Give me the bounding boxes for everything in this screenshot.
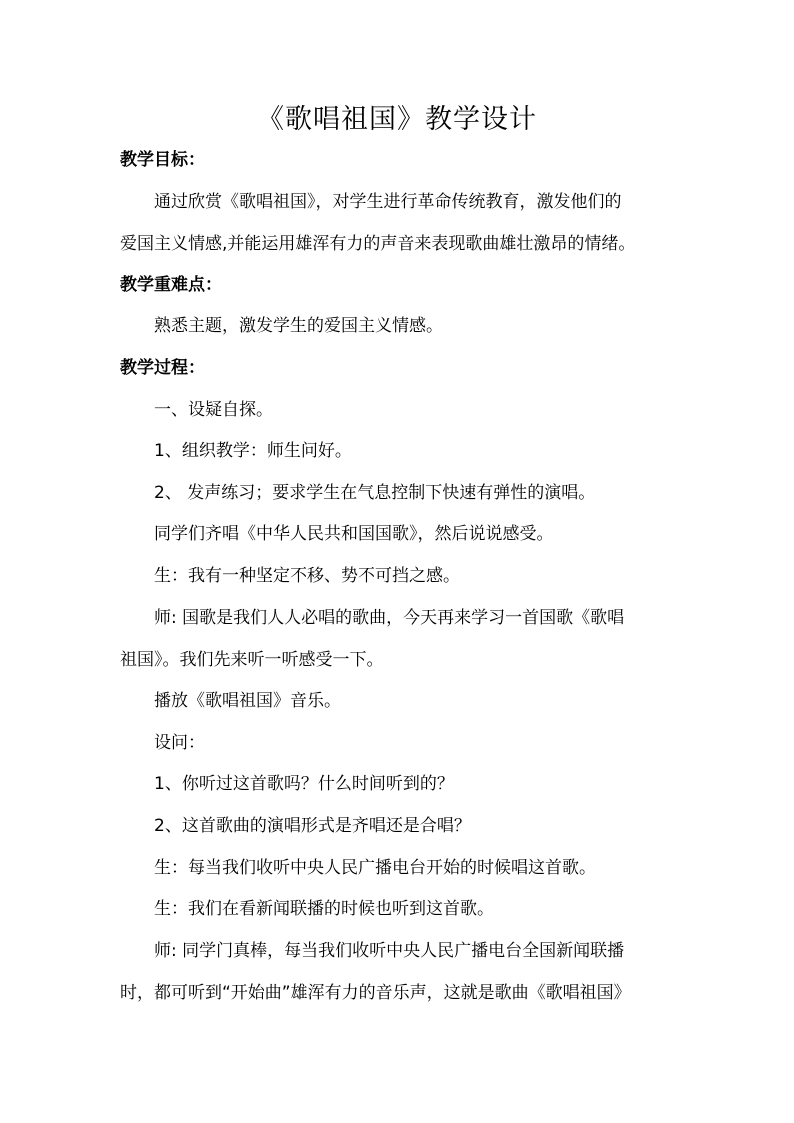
paragraph-line: 爱国主义情感,并能运用雄浑有力的声音来表现歌曲雄壮激昂的情绪。 [120,234,636,254]
paragraph-line: 师: 国歌是我们人人必唱的歌曲，今天再来学习一首国歌《歌唱 [154,608,625,628]
paragraph-line: 祖国》。我们先来听一听感受一下。 [120,650,384,670]
paragraph-line: 通过欣赏《歌唱祖国》，对学生进行革命传统教育，激发他们的 [154,192,622,212]
paragraph-line: 生：每当我们收听中央人民广播电台开始的时候唱这首歌。 [154,858,596,878]
paragraph-line: 时，都可听到“开始曲”雄浑有力的音乐声，这就是歌曲《歌唱祖国》 [120,983,631,1003]
paragraph-line: 2、这首歌曲的演唱形式是齐唱还是合唱？ [154,816,471,836]
paragraph-line: 师: 同学门真棒，每当我们收听中央人民广播电台全国新闻联播 [154,941,625,961]
section-heading-objectives: 教学目标： [120,150,205,170]
section-heading-process: 教学过程： [120,358,205,378]
document-title: 《歌唱祖国》教学设计 [257,104,537,135]
paragraph-line: 2、 发声练习；要求学生在气息控制下快速有弹性的演唱。 [154,483,596,503]
paragraph-line: 生：我们在看新闻联播的时候也听到这首歌。 [154,899,494,919]
paragraph-line: 设问： [154,733,205,753]
paragraph-line: 生：我有一种坚定不移、势不可挡之感。 [154,566,460,586]
paragraph-line: 播放《歌唱祖国》音乐。 [154,691,341,711]
section-heading-key-points: 教学重难点： [120,275,222,295]
paragraph-line: 1、组织教学：师生问好。 [154,441,352,461]
paragraph-line: 熟悉主题，激发学生的爱国主义情感。 [154,316,443,336]
paragraph-line: 同学们齐唱《中华人民共和国国歌》，然后说说感受。 [154,524,554,544]
paragraph-line: 1、你听过这首歌吗？什么时间听到的？ [154,774,454,794]
paragraph-line: 一、设疑自探。 [154,400,273,420]
